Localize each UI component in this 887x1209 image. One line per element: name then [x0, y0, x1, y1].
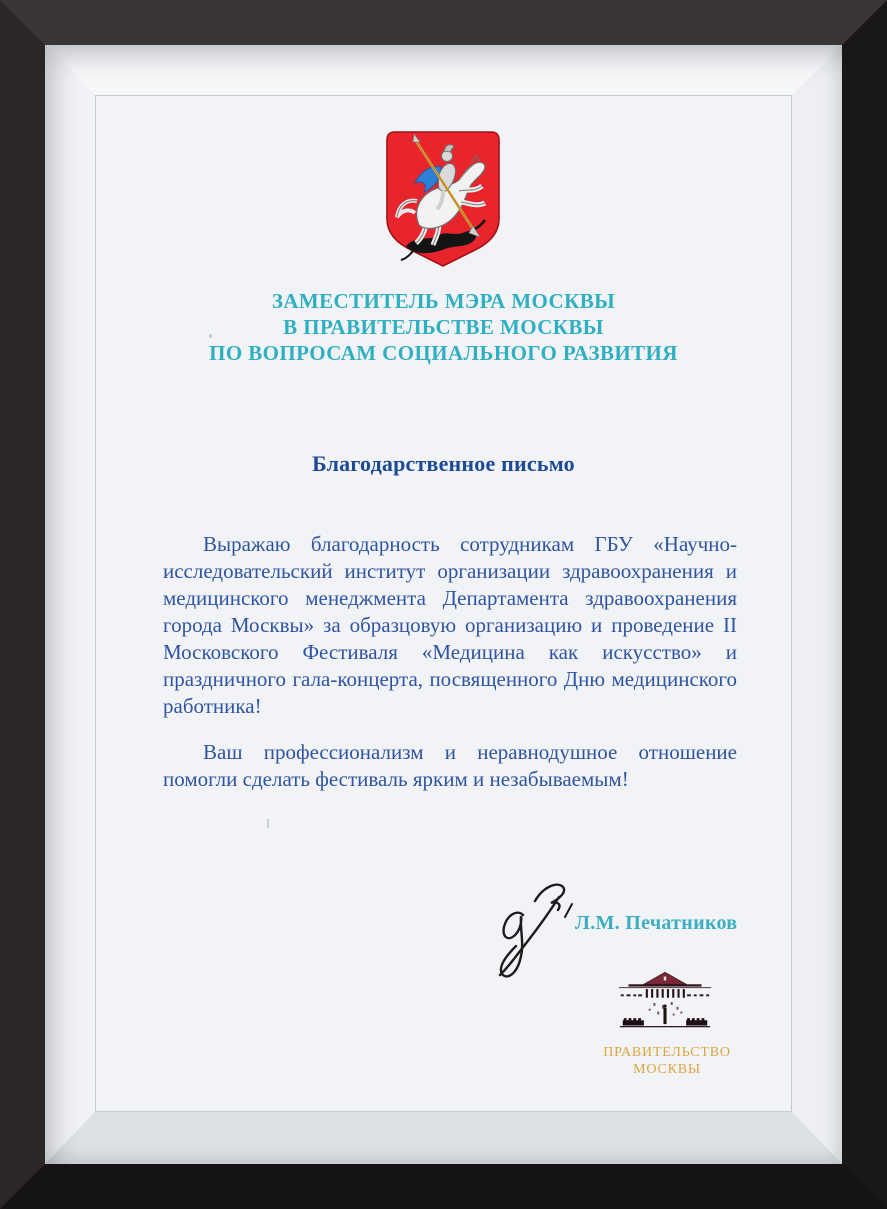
letter-paragraph-1: Выражаю благодарность сотрудникам ГБУ «Научно-исследовательский институт организации здравоохранения и медицинского менеджмента Департамента здравоохранения города Москвы» за образцовую организацию и проведение II Московского Фестиваля «Медицина как искусство» и праздничного гала-концерта, посвященного Дню медицинского работника! — [163, 532, 737, 718]
paper-speck — [209, 334, 212, 338]
government-of-moscow-caption — [577, 1044, 757, 1078]
letter-paragraph-2: Ваш профессионализм и неравнодушное отношение помогли сделать фестиваль ярким и незабываемым! — [163, 740, 737, 791]
moscow-coat-of-arms-icon — [383, 129, 503, 269]
paper-speck — [267, 819, 269, 828]
letter-paper — [95, 95, 792, 1112]
letterhead-line-3: ПО ВОПРОСАМ СОЦИАЛЬНОГО РАЗВИТИЯ — [209, 341, 678, 365]
moscow-government-building-icon — [617, 971, 713, 1035]
letterhead — [95, 288, 792, 366]
letter-title: Благодарственное письмо — [312, 451, 575, 476]
letterhead-line-2: В ПРАВИТЕЛЬСТВЕ МОСКВЫ — [283, 315, 604, 339]
gov-caption-line-2: МОСКВЫ — [633, 1062, 701, 1077]
handwritten-signature-icon — [487, 875, 583, 985]
letter-body — [163, 531, 737, 812]
letterhead-line-1: ЗАМЕСТИТЕЛЬ МЭРА МОСКВЫ — [271, 289, 616, 313]
gov-caption-line-1: ПРАВИТЕЛЬСТВО — [603, 1045, 731, 1060]
signatory-name: Л.М. Печатников — [575, 912, 738, 934]
